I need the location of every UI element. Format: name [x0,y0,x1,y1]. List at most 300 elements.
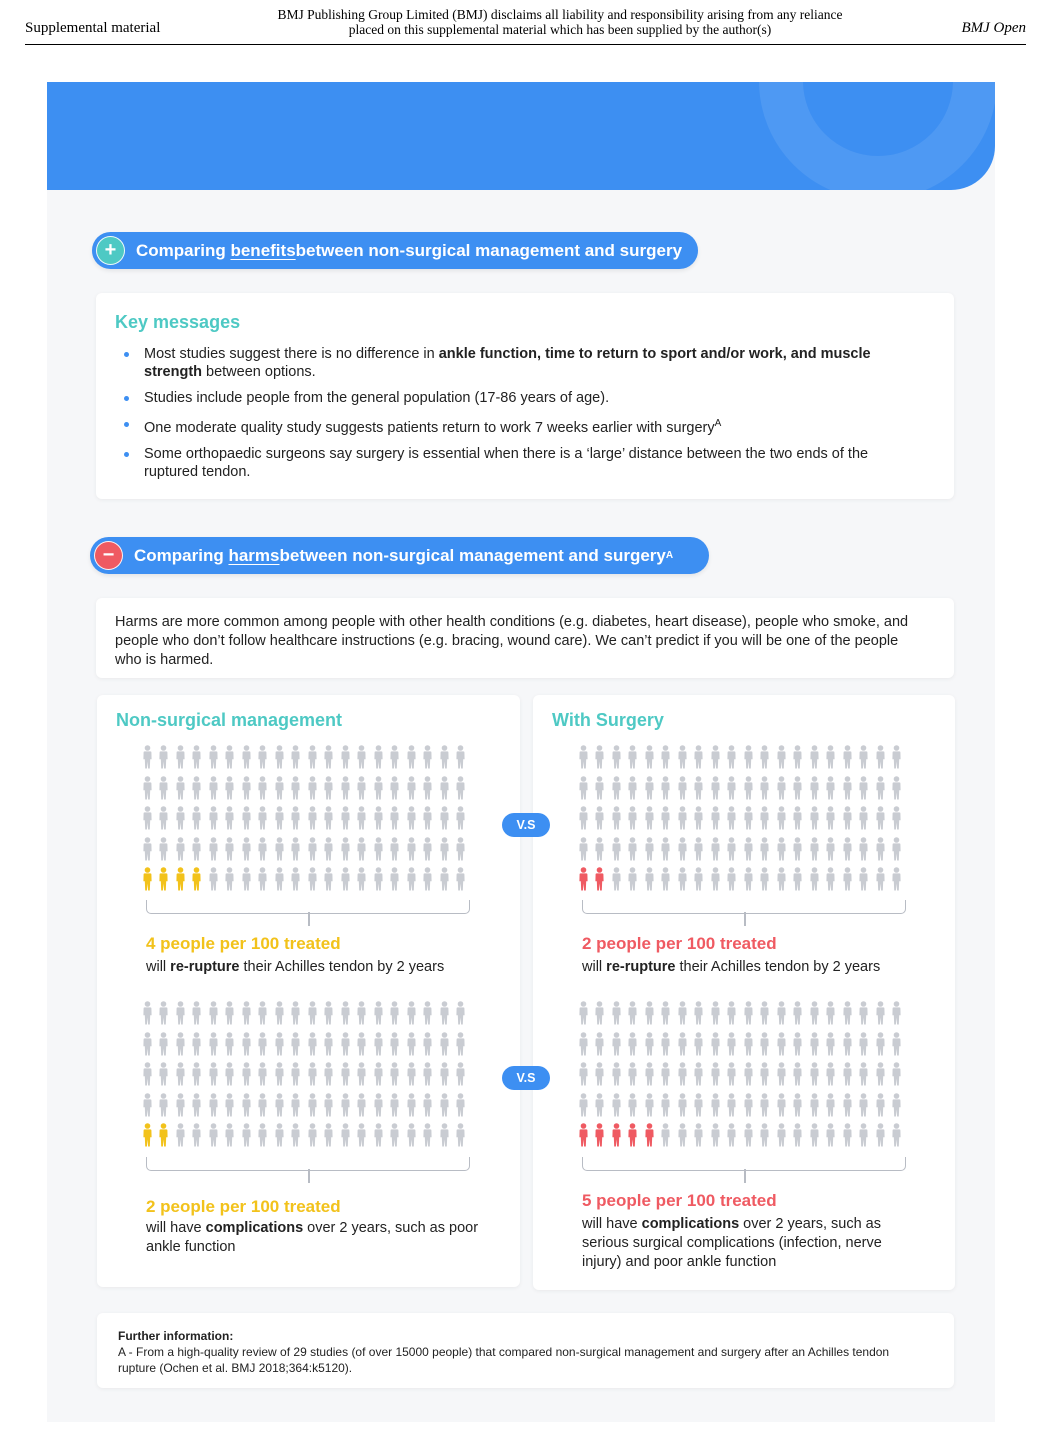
person-icon [370,776,387,807]
person-icon [608,806,625,837]
person-icon [592,837,609,868]
person-icon [222,776,239,807]
person-icon [575,837,592,868]
person-icon [337,745,354,776]
person-icon [707,1001,724,1032]
person-icon [354,745,371,776]
person-icon [205,1093,222,1124]
person-icon [724,867,741,898]
person-icon [806,806,823,837]
person-icon [321,776,338,807]
person-icon [773,1001,790,1032]
person-icon [641,1093,658,1124]
complications-nonsurgical-desc [146,1219,486,1257]
person-icon [856,867,873,898]
journal-name: BMJ Open [961,20,1026,36]
person-icon-affected [139,1123,156,1154]
person-icon [592,1001,609,1032]
person-icon [337,1001,354,1032]
person-icon [674,745,691,776]
vs-badge-complications: V.S [502,1066,550,1090]
person-icon [674,1032,691,1063]
person-icon [189,1032,206,1063]
person-icon [823,1123,840,1154]
person-icon [387,745,404,776]
person-icon [370,837,387,868]
person-icon [575,1001,592,1032]
person-icon [773,1123,790,1154]
person-icon [724,1001,741,1032]
person-icon [806,1062,823,1093]
person-icon [674,837,691,868]
person-icon [222,745,239,776]
person-icon [806,1093,823,1124]
rerupture-nonsurgical-stat: 4 people per 100 treated [146,934,341,953]
person-icon [740,837,757,868]
top-banner [47,82,995,190]
person-icon [872,806,889,837]
person-icon [321,1093,338,1124]
person-icon [205,837,222,868]
person-icon [172,837,189,868]
plus-icon: + [96,236,125,265]
person-icon [205,1001,222,1032]
person-icon [658,867,675,898]
rerupture-nonsurgical-desc [146,958,486,977]
complications-nonsurgical-brace [146,1157,470,1171]
person-icon [354,1123,371,1154]
person-icon [724,745,741,776]
person-icon [403,1093,420,1124]
person-icon [575,1062,592,1093]
person-icon [575,806,592,837]
person-icon [674,806,691,837]
person-icon [288,745,305,776]
benefits-heading [92,232,698,269]
list-item [116,345,926,381]
person-icon [740,806,757,837]
person-icon [641,806,658,837]
person-icon-affected [608,1123,625,1154]
person-icon [823,1032,840,1063]
person-icon [806,1032,823,1063]
person-icon [707,1093,724,1124]
person-icon [238,1062,255,1093]
person-icon [856,1062,873,1093]
person-icon [625,1001,642,1032]
person-icon [156,776,173,807]
person-icon [641,776,658,807]
header-rule [25,44,1026,45]
person-icon [222,1062,239,1093]
person-icon [757,1062,774,1093]
person-icon [806,867,823,898]
person-icon [172,1001,189,1032]
person-icon [420,837,437,868]
list-item [116,415,926,437]
person-icon [189,837,206,868]
person-icon [691,1001,708,1032]
person-icon [757,837,774,868]
person-icon [856,806,873,837]
person-icon [288,1062,305,1093]
person-icon [707,1062,724,1093]
person-icon [707,776,724,807]
person-icon [641,1001,658,1032]
person-icon [420,745,437,776]
person-icon [321,1032,338,1063]
minus-icon: − [94,541,123,570]
person-icon [773,1032,790,1063]
harms-title-pre: Comparing [134,545,224,565]
person-icon [453,1123,470,1154]
person-icon [255,1062,272,1093]
person-icon [172,1093,189,1124]
person-icon [222,1001,239,1032]
person-icon [872,837,889,868]
person-icon [288,776,305,807]
person-icon [321,806,338,837]
person-icon [625,1032,642,1063]
person-icon [420,1032,437,1063]
desc-post: over 2 years, such as poor ankle function [146,1220,479,1255]
rerupture-nonsurgical-brace [146,900,470,914]
person-icon [740,867,757,898]
person-icon [271,1032,288,1063]
person-icon [608,776,625,807]
person-icon [592,1093,609,1124]
person-icon [387,1062,404,1093]
person-icon [757,806,774,837]
person-icon-affected [575,1123,592,1154]
disclaimer-line-2: placed on this supplemental material which has been supplied by the author(s) [348,22,772,37]
person-icon [691,1062,708,1093]
person-icon [354,837,371,868]
item-text: Most studies suggest there is no difference in [144,346,439,362]
person-icon [420,1123,437,1154]
person-icon [255,1093,272,1124]
desc-pre: will [582,959,607,975]
person-icon [189,1123,206,1154]
complications-surgery-brace [582,1157,906,1171]
person-icon [304,806,321,837]
person-icon-affected [625,1123,642,1154]
person-icon [139,1093,156,1124]
person-icon [889,745,906,776]
person-icon [707,837,724,868]
person-icon [139,806,156,837]
person-icon [806,1001,823,1032]
person-icon [724,837,741,868]
person-icon [790,1123,807,1154]
person-icon [872,1001,889,1032]
person-icon [403,837,420,868]
complications-surgery-desc [582,1215,902,1272]
person-icon [255,1001,272,1032]
person-icon [337,1123,354,1154]
item-bold: ankle function, time to return to sport and/or work, and muscle strength [144,346,871,380]
person-icon [387,1001,404,1032]
person-icon [889,776,906,807]
person-icon [856,1001,873,1032]
person-icon [625,1062,642,1093]
person-icon [271,867,288,898]
person-icon [436,1062,453,1093]
person-icon [156,837,173,868]
person-icon-affected [575,867,592,898]
person-icon [608,867,625,898]
person-icon [641,837,658,868]
person-icon [370,1123,387,1154]
person-icon [806,1123,823,1154]
person-icon [172,1123,189,1154]
person-icon-affected [156,867,173,898]
person-icon [740,776,757,807]
person-icon [337,1032,354,1063]
person-icon [238,1032,255,1063]
person-icon [839,1123,856,1154]
person-icon [575,1032,592,1063]
person-icon [436,1032,453,1063]
person-icon [691,1032,708,1063]
person-icon [189,1093,206,1124]
person-icon [205,1062,222,1093]
person-icon [387,806,404,837]
person-icon [354,1001,371,1032]
benefits-title-pre: Comparing [136,240,226,260]
person-icon [139,837,156,868]
person-icon [271,1001,288,1032]
person-icon [872,1062,889,1093]
person-icon [354,1032,371,1063]
person-icon [658,837,675,868]
person-icon [436,1001,453,1032]
person-icon-affected [592,1123,609,1154]
person-icon [370,1032,387,1063]
person-icon [420,1001,437,1032]
person-icon [271,806,288,837]
complications-surgery-pictograph [575,1001,905,1154]
person-icon [337,867,354,898]
person-icon [255,745,272,776]
person-icon-affected [641,1123,658,1154]
person-icon [139,745,156,776]
person-icon [453,1032,470,1063]
person-icon [790,1032,807,1063]
person-icon [707,806,724,837]
person-icon [790,837,807,868]
person-icon [370,1093,387,1124]
person-icon [222,837,239,868]
person-icon [889,1032,906,1063]
person-icon [172,806,189,837]
person-icon [436,776,453,807]
person-icon [370,1001,387,1032]
person-icon [387,1032,404,1063]
person-icon-affected [189,867,206,898]
person-icon [575,1093,592,1124]
person-icon [823,806,840,837]
person-icon [304,1032,321,1063]
person-icon [691,837,708,868]
person-icon [238,837,255,868]
person-icon [222,867,239,898]
person-icon [608,745,625,776]
person-icon [205,776,222,807]
person-icon [255,1032,272,1063]
person-icon [691,1123,708,1154]
list-item: Some orthopaedic surgeons say surgery is essential when there is a ‘large’ distance between the two ends of the ruptured tendon. [116,445,926,481]
person-icon [641,1032,658,1063]
person-icon [453,776,470,807]
person-icon [757,776,774,807]
person-icon [707,867,724,898]
item-text: One moderate quality study suggests patients return to work 7 weeks earlier with surgery [144,419,715,436]
person-icon [205,806,222,837]
person-icon [156,1001,173,1032]
person-icon [453,1062,470,1093]
person-icon [889,837,906,868]
person-icon [658,1123,675,1154]
person-icon-affected [172,867,189,898]
person-icon [156,745,173,776]
person-icon [691,867,708,898]
harms-title-post: between non-surgical management and surgery [279,545,666,565]
person-icon [420,776,437,807]
person-icon [238,1123,255,1154]
person-icon [403,1123,420,1154]
person-icon [304,1062,321,1093]
person-icon [889,806,906,837]
person-icon-affected [139,867,156,898]
person-icon [156,806,173,837]
person-icon [420,1062,437,1093]
person-icon [156,1032,173,1063]
person-icon [806,776,823,807]
desc-pre: will have [146,1220,206,1236]
person-icon [658,1093,675,1124]
person-icon [222,1093,239,1124]
person-icon [288,867,305,898]
person-icon [674,1001,691,1032]
person-icon [674,867,691,898]
person-icon [641,745,658,776]
person-icon [889,1001,906,1032]
person-icon [304,867,321,898]
person-icon [321,837,338,868]
person-icon [674,1123,691,1154]
complications-surgery-stat: 5 people per 100 treated [582,1191,777,1210]
person-icon [222,1032,239,1063]
person-icon [790,776,807,807]
supplemental-label: Supplemental material [25,20,161,36]
footnote-marker: A [665,550,674,561]
surgery-title: With Surgery [552,710,664,730]
person-icon [773,1093,790,1124]
person-icon [436,837,453,868]
person-icon [724,806,741,837]
person-icon [823,776,840,807]
person-icon [592,776,609,807]
complications-nonsurgical-stat: 2 people per 100 treated [146,1197,341,1216]
person-icon [139,1001,156,1032]
person-icon [156,1062,173,1093]
person-icon [255,837,272,868]
person-icon [856,1093,873,1124]
person-icon [453,1093,470,1124]
person-icon [790,1093,807,1124]
person-icon [839,776,856,807]
person-icon [806,745,823,776]
key-messages-card [96,293,954,499]
person-icon [839,867,856,898]
person-icon [420,1093,437,1124]
person-icon [288,1001,305,1032]
person-icon [139,1062,156,1093]
person-icon [707,1032,724,1063]
person-icon [625,745,642,776]
person-icon [757,745,774,776]
footnote-marker: A [714,418,722,429]
person-icon [773,837,790,868]
person-icon [757,1032,774,1063]
person-icon [387,776,404,807]
person-icon [271,745,288,776]
person-icon [205,867,222,898]
desc-bold: complications [205,1220,304,1236]
person-icon [790,806,807,837]
person-icon [839,806,856,837]
person-icon [674,776,691,807]
person-icon [337,837,354,868]
person-icon [354,1062,371,1093]
person-icon [790,745,807,776]
person-icon [453,745,470,776]
vs-badge-rerupture: V.S [502,813,550,837]
person-icon [839,837,856,868]
person-icon [420,867,437,898]
person-icon [321,1001,338,1032]
person-icon [255,806,272,837]
person-icon [658,776,675,807]
person-icon [856,837,873,868]
person-icon [354,776,371,807]
person-icon [724,1062,741,1093]
person-icon [608,1093,625,1124]
person-icon [436,745,453,776]
person-icon [271,776,288,807]
person-icon [658,745,675,776]
person-icon [740,1123,757,1154]
person-icon [658,1001,675,1032]
person-icon [889,1123,906,1154]
person-icon [255,776,272,807]
person-icon [238,1001,255,1032]
person-icon [658,1032,675,1063]
person-icon [740,1001,757,1032]
person-icon [304,1093,321,1124]
person-icon [288,1032,305,1063]
person-icon [856,1123,873,1154]
person-icon [773,776,790,807]
person-icon [403,1032,420,1063]
person-icon [691,745,708,776]
harms-intro-card [96,598,954,678]
rerupture-surgery-brace [582,900,906,914]
person-icon-affected [156,1123,173,1154]
person-icon [387,1093,404,1124]
person-icon [189,745,206,776]
